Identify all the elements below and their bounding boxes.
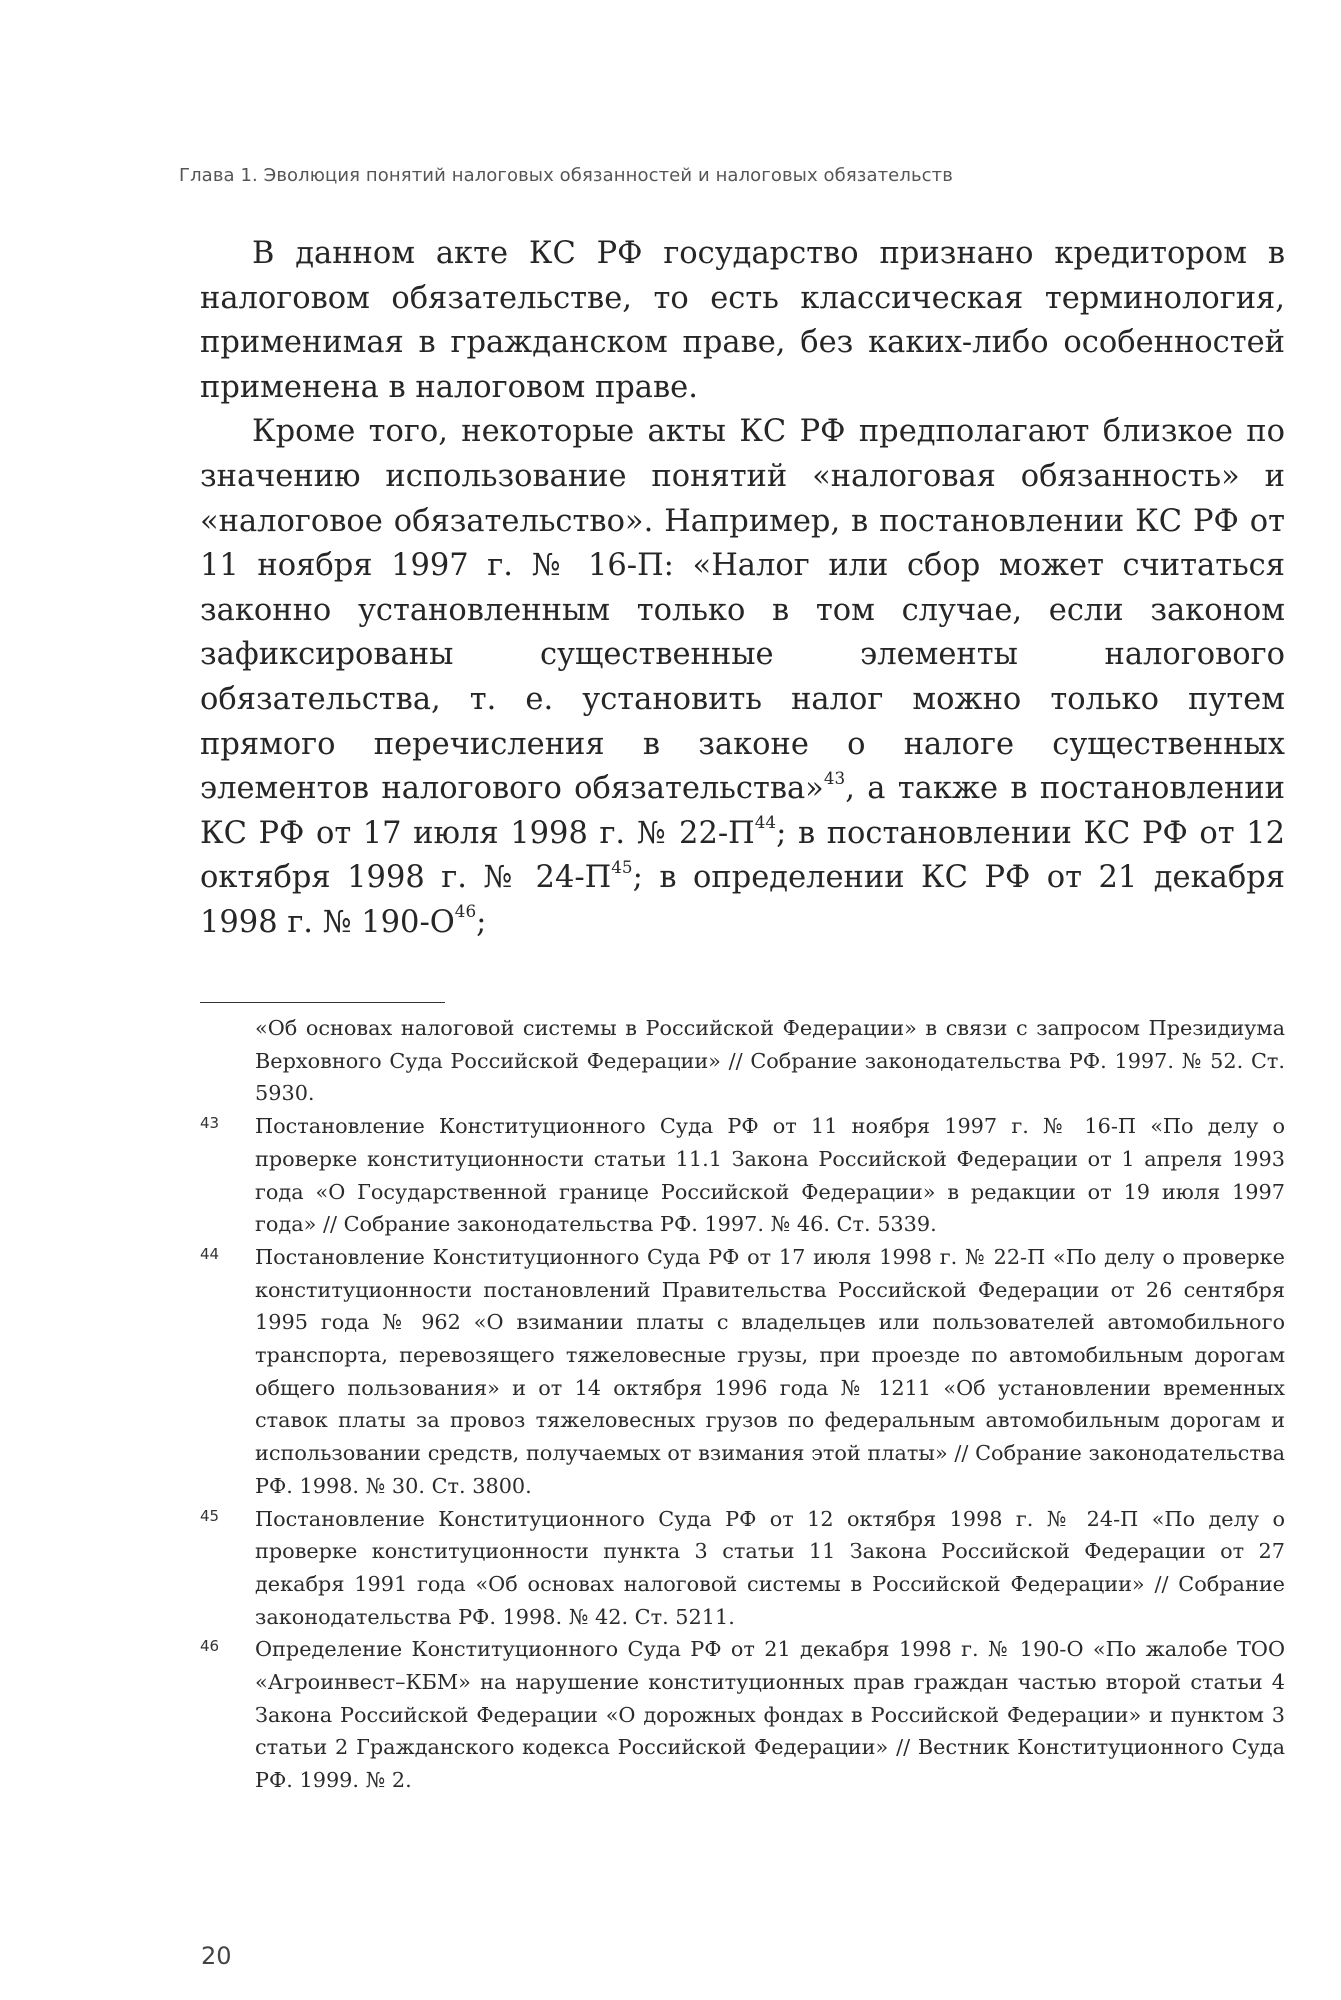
footnote-number: 45 (200, 1506, 220, 1525)
footnote-number: 44 (200, 1244, 220, 1263)
paragraph-2-part-4: ; в определении КС РФ от 21 декабря 1998 г. № 190-О (200, 860, 1285, 940)
footnote-45 (200, 1503, 1285, 1634)
page-number: 20 (201, 1942, 232, 1970)
footnote-ref-43[interactable]: 43 (823, 767, 846, 788)
footnote-ref-46[interactable]: 46 (454, 901, 477, 922)
footnote-43 (200, 1110, 1285, 1241)
paragraph-2-part-5: ; (476, 904, 487, 940)
paragraph-2-part-2: , а также в постановлении КС РФ от 17 июля 1998 г. № 22-П (200, 771, 1285, 851)
main-text (200, 232, 1285, 946)
running-head: Глава 1. Эволюция понятий налоговых обязанностей и налоговых обязательств (179, 165, 953, 186)
footnote-ref-45[interactable]: 45 (611, 856, 633, 877)
paragraph-2 (200, 410, 1285, 945)
footnote-ref-44[interactable]: 44 (754, 812, 777, 833)
footnote-text: Постановление Конституционного Суда РФ от 12 октября 1998 г. № 24-П «По делу о проверке конституционности пункта 3 статьи 11 Закона Российской Федерации от 27 декабря 1991 года «Об основах налоговой системы в Российской Федерации» // Собрание законодательства РФ. 1998. № 42. Ст. 5211. (255, 1506, 1285, 1629)
footnote-continuation (200, 1012, 1285, 1110)
footnote-text: Определение Конституционного Суда РФ от 21 декабря 1998 г. № 190-О «По жалобе ТОО «Агроинвест–КБМ» на нарушение конституционных прав граждан частью второй статьи 4 Закона Российской Федерации «О дорожных фондах в Российской Федерации» и пунктом 3 статьи 2 Гражданского кодекса Российской Федерации» // Вестник Конституционного Суда РФ. 1999. № 2. (255, 1637, 1285, 1793)
footnotes-section (200, 1012, 1285, 1797)
footnote-continuation-text: «Об основах налоговой системы в Российской Федерации» в связи с запросом Президиума Верховного Суда Российской Федерации» // Собрание законодательства РФ. 1997. № 52. Ст. 5930. (255, 1016, 1285, 1106)
paragraph-2-part-1: Кроме того, некоторые акты КС РФ предполагают близкое по значению использование понятий «налоговая обязанность» и «налоговое обязательство». Например, в постановлении КС РФ от 11 ноября 1997 г. № 16-П: «Налог или сбор может считаться законно установленным только в том случае, если законом зафиксированы существенные элементы налогового обязательства, т. е. установить налог можно только путем прямого перечисления в законе о налоге существенных элементов налогового обязательства» (200, 414, 1285, 807)
footnote-number: 43 (200, 1114, 220, 1133)
footnote-46 (200, 1633, 1285, 1797)
footnote-divider (200, 1002, 445, 1003)
footnote-number: 46 (200, 1637, 220, 1656)
footnote-text: Постановление Конституционного Суда РФ от 11 ноября 1997 г. № 16-П «По делу о проверке конституционности статьи 11.1 Закона Российской Федерации от 1 апреля 1993 года «О Государственной границе Российской Федерации» в редакции от 19 июля 1997 года» // Собрание законодательства РФ. 1997. № 46. Ст. 5339. (255, 1114, 1285, 1237)
paragraph-1: В данном акте КС РФ государство признано кредитором в налоговом обязательстве, то есть классическая терминология, применимая в гражданском праве, без каких-либо особенностей применена в налоговом праве. (200, 236, 1285, 405)
paragraph-2-part-3: ; в постановлении КС РФ от 12 октября 1998 г. № 24-П (200, 815, 1285, 896)
footnote-text: Постановление Конституционного Суда РФ от 17 июля 1998 г. № 22-П «По делу о проверке конституционности постановлений Правительства Российской Федерации от 26 сентября 1995 года № 962 «О взимании платы с владельцев или пользователей автомобильного транспорта, перевозящего тяжеловесные грузы, при проезде по автомобильным дорогам общего пользования» и от 14 октября 1996 года № 1211 «Об установлении временных ставок платы за провоз тяжеловесных грузов по федеральным автомобильным дорогам и использовании средств, получаемых от взимания этой платы» // Собрание законодательства РФ. 1998. № 30. Ст. 3800. (255, 1244, 1285, 1498)
footnote-44 (200, 1241, 1285, 1503)
